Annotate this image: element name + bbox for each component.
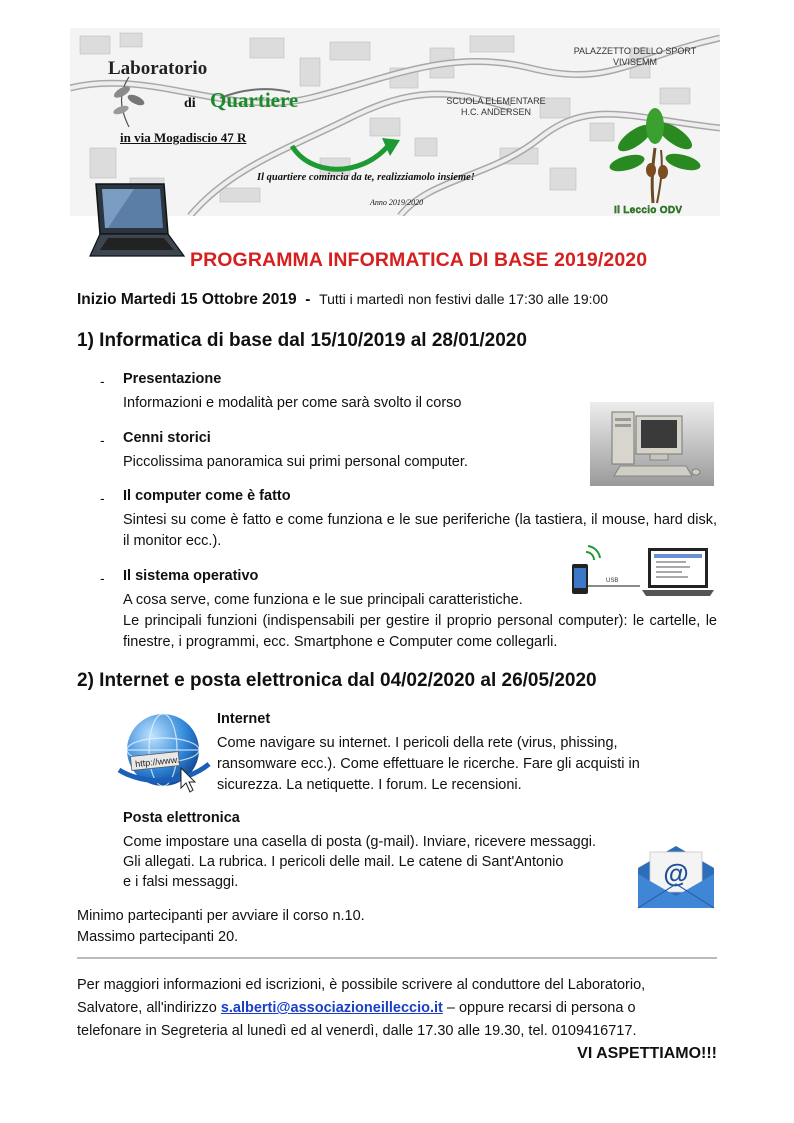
item-cenni-heading: Cenni storici xyxy=(123,430,211,446)
item-sistema-heading: Il sistema operativo xyxy=(123,568,259,584)
item-presentazione-heading: Presentazione xyxy=(123,371,222,387)
bullet-dash: - xyxy=(100,570,105,586)
smartphone-usb-laptop-icon xyxy=(566,542,716,606)
contact-line2-post: – oppure recarsi di persona o xyxy=(442,1000,636,1016)
map-label-sport-line2: VIVISEMM xyxy=(612,57,657,67)
year-label: Anno 2019/2020 xyxy=(370,198,424,207)
desktop-computer-icon xyxy=(590,402,714,486)
contact-line2 xyxy=(77,997,717,1020)
item-computer-text: Sintesi su come è fatto e come funziona e le sue periferiche (la tastiera, il mouse, hard disk, il monitor ecc.). xyxy=(123,512,717,549)
il-leccio-logo-icon xyxy=(605,108,705,206)
contact-line3: telefonare in Segreteria al lunedì ed al venerdì, dalle 17.30 alle 19.30, tel. 0109416717. xyxy=(77,1023,637,1039)
start-schedule-note: Tutti i martedì non festivi dalle 17:30 alle 19:00 xyxy=(319,291,609,307)
participants-min: Minimo partecipanti per avviare il corso n.10. xyxy=(77,908,365,924)
posta-line2: Gli allegati. La rubrica. I pericoli delle mail. Le catene di Sant'Antonio xyxy=(123,854,564,870)
item-sistema-text2: Le principali funzioni (indispensabili per gestire il proprio personal computer): le cartelle, le finestre, i programmi, ecc. Smartphone e Computer come collegarli. xyxy=(123,613,717,650)
bullet-dash: - xyxy=(100,432,105,448)
lab-title: Laboratorio xyxy=(108,58,208,79)
map-label-school-line2: H.C. ANDERSEN xyxy=(460,107,531,117)
internet-text: Come navigare su internet. I pericoli della rete (virus, phissing, ransomware ecc.). Come effettuare le ricerche. Fare gli acquisti in sicurezza. La netiquette. I forum. Le recensioni. xyxy=(217,735,640,793)
leaf-sprig-icon xyxy=(104,72,154,132)
internet-heading: Internet xyxy=(217,711,271,727)
contact-info xyxy=(77,974,717,1043)
map-label-sport-line1: PALAZZETTO DELLO SPORT xyxy=(573,46,697,56)
email-link[interactable]: s.alberti@associazioneilleccio.it xyxy=(220,1000,443,1016)
usb-label: USB xyxy=(606,578,619,584)
start-info xyxy=(77,291,608,309)
email-envelope-icon xyxy=(636,844,716,910)
lab-quartiere: Quartiere xyxy=(210,88,299,112)
section1-title: 1) Informatica di base dal 15/10/2019 al 28/01/2020 xyxy=(77,330,527,351)
start-date: Inizio Martedi 15 Ottobre 2019 xyxy=(77,291,297,308)
globe-url-text: http://www. xyxy=(134,754,180,770)
start-separator: - xyxy=(305,291,311,308)
map-label-school xyxy=(436,96,556,118)
contact-line2-pre: Salvatore, all'indirizzo xyxy=(77,1000,221,1016)
bullet-dash: - xyxy=(100,373,105,389)
item-presentazione-text: Informazioni e modalità per come sarà svolto il corso xyxy=(123,395,462,411)
divider-line xyxy=(77,957,717,959)
laptop-icon xyxy=(84,180,186,266)
map-label-sport xyxy=(565,46,705,68)
map-label-school-line1: SCUOLA ELEMENTARE xyxy=(446,96,546,106)
contact-line1: Per maggiori informazioni ed iscrizioni, è possibile scrivere al conduttore del Laboratorio, xyxy=(77,977,646,993)
participants-max: Massimo partecipanti 20. xyxy=(77,929,239,945)
at-sign-icon: @ xyxy=(663,858,689,888)
section2-title: 2) Internet e posta elettronica dal 04/02/2020 al 26/05/2020 xyxy=(77,670,597,691)
slogan: Il quartiere comincia da te, realizziamolo insieme! xyxy=(257,172,475,183)
il-leccio-label: Il Leccio ODV xyxy=(614,205,683,216)
page-title: PROGRAMMA INFORMATICA DI BASE 2019/2020 xyxy=(190,249,648,271)
item-sistema-text1: A cosa serve, come funziona e le sue principali caratteristiche. xyxy=(123,592,523,608)
posta-line1: Come impostare una casella di posta (g-mail). Inviare, ricevere messaggi. xyxy=(123,834,597,850)
lab-address: in via Mogadiscio 47 R xyxy=(120,130,247,145)
item-computer-heading: Il computer come è fatto xyxy=(123,488,291,504)
item-cenni-text: Piccolissima panoramica sui primi personal computer. xyxy=(123,454,468,470)
closing-text: VI ASPETTIAMO!!! xyxy=(577,1045,717,1062)
lab-di: di xyxy=(184,96,196,111)
bullet-dash: - xyxy=(100,490,105,506)
posta-heading: Posta elettronica xyxy=(123,810,240,826)
posta-line3: e i falsi messaggi. xyxy=(123,874,239,890)
internet-globe-icon xyxy=(115,706,211,802)
